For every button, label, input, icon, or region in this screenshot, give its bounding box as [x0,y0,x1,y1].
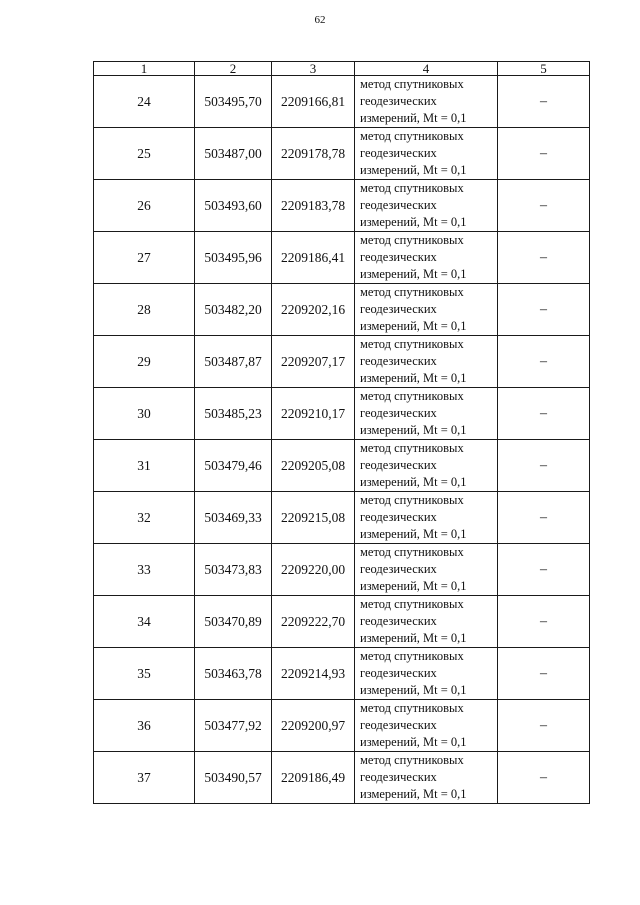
column-header-4: 4 [355,62,498,76]
method-cell [355,700,498,752]
point-number-cell: 34 [94,596,195,648]
y-coordinate-cell: 2209166,81 [272,76,355,128]
table-row [94,76,590,128]
x-coordinate-cell: 503495,96 [195,232,272,284]
table-row [94,128,590,180]
method-cell [355,336,498,388]
point-number-cell: 27 [94,232,195,284]
method-line: метод спутниковых [360,129,464,143]
method-line: геодезических [360,458,437,472]
remark-cell: – [498,76,590,128]
table-header-row [94,62,590,76]
point-number-cell: 24 [94,76,195,128]
method-line: геодезических [360,94,437,108]
method-cell [355,440,498,492]
method-cell [355,388,498,440]
method-cell [355,752,498,804]
x-coordinate-cell: 503487,87 [195,336,272,388]
point-number-cell: 29 [94,336,195,388]
method-line: геодезических [360,718,437,732]
method-line: измерений, Mt = 0,1 [360,527,467,541]
method-line: измерений, Mt = 0,1 [360,683,467,697]
point-number-cell: 36 [94,700,195,752]
table-row [94,232,590,284]
remark-cell: – [498,232,590,284]
method-line: метод спутниковых [360,545,464,559]
table-row [94,596,590,648]
method-line: измерений, Mt = 0,1 [360,735,467,749]
method-line: геодезических [360,146,437,160]
y-coordinate-cell: 2209215,08 [272,492,355,544]
method-line: геодезических [360,354,437,368]
y-coordinate-cell: 2209222,70 [272,596,355,648]
method-line: метод спутниковых [360,181,464,195]
point-number-cell: 32 [94,492,195,544]
column-header-2: 2 [195,62,272,76]
x-coordinate-cell: 503463,78 [195,648,272,700]
method-line: метод спутниковых [360,285,464,299]
method-line: геодезических [360,562,437,576]
method-cell [355,76,498,128]
remark-cell: – [498,336,590,388]
remark-cell: – [498,128,590,180]
table-row [94,336,590,388]
table-row [94,544,590,596]
point-number-cell: 33 [94,544,195,596]
y-coordinate-cell: 2209202,16 [272,284,355,336]
table-row [94,492,590,544]
table-row [94,700,590,752]
remark-cell: – [498,752,590,804]
method-line: метод спутниковых [360,77,464,91]
method-cell [355,128,498,180]
remark-cell: – [498,180,590,232]
x-coordinate-cell: 503485,23 [195,388,272,440]
y-coordinate-cell: 2209186,49 [272,752,355,804]
method-line: геодезических [360,770,437,784]
x-coordinate-cell: 503495,70 [195,76,272,128]
method-line: метод спутниковых [360,597,464,611]
method-line: геодезических [360,198,437,212]
method-cell [355,648,498,700]
point-number-cell: 28 [94,284,195,336]
coordinates-table [93,61,590,804]
column-header-1: 1 [94,62,195,76]
point-number-cell: 30 [94,388,195,440]
remark-cell: – [498,648,590,700]
method-line: метод спутниковых [360,701,464,715]
x-coordinate-cell: 503493,60 [195,180,272,232]
method-line: геодезических [360,510,437,524]
x-coordinate-cell: 503477,92 [195,700,272,752]
page-number: 62 [314,14,326,26]
remark-cell: – [498,284,590,336]
x-coordinate-cell: 503479,46 [195,440,272,492]
method-line: метод спутниковых [360,753,464,767]
remark-cell: – [498,596,590,648]
x-coordinate-cell: 503473,83 [195,544,272,596]
point-number-cell: 26 [94,180,195,232]
method-cell [355,232,498,284]
method-cell [355,544,498,596]
method-cell [355,492,498,544]
column-header-5: 5 [498,62,590,76]
remark-cell: – [498,388,590,440]
method-cell [355,596,498,648]
table-row [94,752,590,804]
method-line: метод спутниковых [360,441,464,455]
y-coordinate-cell: 2209186,41 [272,232,355,284]
y-coordinate-cell: 2209220,00 [272,544,355,596]
table-row [94,388,590,440]
table-row [94,180,590,232]
method-cell [355,284,498,336]
y-coordinate-cell: 2209200,97 [272,700,355,752]
point-number-cell: 35 [94,648,195,700]
x-coordinate-cell: 503490,57 [195,752,272,804]
point-number-cell: 37 [94,752,195,804]
x-coordinate-cell: 503470,89 [195,596,272,648]
method-line: измерений, Mt = 0,1 [360,267,467,281]
method-line: измерений, Mt = 0,1 [360,423,467,437]
method-line: измерений, Mt = 0,1 [360,787,467,801]
method-line: измерений, Mt = 0,1 [360,319,467,333]
table-row [94,284,590,336]
remark-cell: – [498,440,590,492]
y-coordinate-cell: 2209207,17 [272,336,355,388]
method-line: метод спутниковых [360,649,464,663]
method-line: измерений, Mt = 0,1 [360,163,467,177]
method-line: геодезических [360,406,437,420]
x-coordinate-cell: 503487,00 [195,128,272,180]
remark-cell: – [498,544,590,596]
point-number-cell: 25 [94,128,195,180]
y-coordinate-cell: 2209178,78 [272,128,355,180]
method-line: метод спутниковых [360,493,464,507]
y-coordinate-cell: 2209214,93 [272,648,355,700]
method-line: геодезических [360,666,437,680]
table-row [94,440,590,492]
method-line: геодезических [360,302,437,316]
x-coordinate-cell: 503482,20 [195,284,272,336]
point-number-cell: 31 [94,440,195,492]
column-header-3: 3 [272,62,355,76]
method-line: измерений, Mt = 0,1 [360,111,467,125]
x-coordinate-cell: 503469,33 [195,492,272,544]
method-line: геодезических [360,614,437,628]
remark-cell: – [498,700,590,752]
method-cell [355,180,498,232]
y-coordinate-cell: 2209183,78 [272,180,355,232]
table-body [94,76,590,804]
method-line: измерений, Mt = 0,1 [360,631,467,645]
method-line: метод спутниковых [360,389,464,403]
method-line: метод спутниковых [360,233,464,247]
method-line: измерений, Mt = 0,1 [360,215,467,229]
method-line: измерений, Mt = 0,1 [360,475,467,489]
table-row [94,648,590,700]
method-line: метод спутниковых [360,337,464,351]
method-line: измерений, Mt = 0,1 [360,579,467,593]
method-line: геодезических [360,250,437,264]
y-coordinate-cell: 2209205,08 [272,440,355,492]
remark-cell: – [498,492,590,544]
method-line: измерений, Mt = 0,1 [360,371,467,385]
y-coordinate-cell: 2209210,17 [272,388,355,440]
